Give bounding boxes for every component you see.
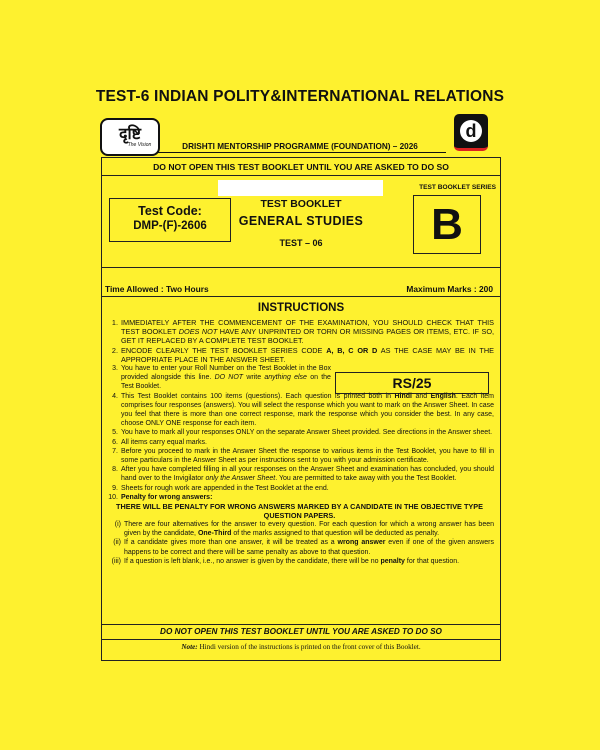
logo-text: दृष्टि <box>119 124 141 143</box>
series-code-box: B <box>413 195 481 254</box>
hindi-note <box>102 643 500 651</box>
instruction-item: 4. This Test Booklet contains 100 items (questions). Each question is printed both in Hindi and English. Each item comprises four responses (answers). You will select the response which you want to mark on the Answer Sheet. In case you feel that there is more than one correct response, mark the response which you consider the best. In any case, choose ONLY ONE response for each item. <box>112 392 494 428</box>
note-text: Hindi version of the instructions is printed on the front cover of this Booklet. <box>199 643 421 651</box>
penalty-item: (ii) If a candidate gives more than one answer, it will be treated as a wrong answer even if one of the given answers happens to be correct and there will be same penalty as above to that question. <box>113 539 494 556</box>
instruction-item: 10. Penalty for wrong answers: <box>108 493 213 501</box>
price-box: RS/25 <box>335 372 489 394</box>
booklet-title-block <box>226 198 376 248</box>
instruction-item: 9. Sheets for rough work are appended in the Test Booklet at the end. <box>112 484 329 492</box>
test-code: DMP-(F)-2606 <box>133 220 207 232</box>
subject: GENERAL STUDIES <box>238 214 364 228</box>
divider <box>102 624 500 625</box>
divider <box>102 639 500 640</box>
note-label: Note: <box>181 643 198 651</box>
instruction-item: 5. You have to mark all your responses ONLY on the separate Answer Sheet provided. See directions in the Answer sheet. <box>112 429 493 437</box>
divider <box>102 296 500 297</box>
instruction-item: 6. All items carry equal marks. <box>112 438 207 446</box>
series-label: TEST BOOKLET SERIES <box>419 184 496 191</box>
divider <box>102 175 500 176</box>
booklet-cover <box>101 157 501 661</box>
header-divider <box>158 152 446 153</box>
programme-name: DRISHTI MENTORSHIP PROGRAMME (FOUNDATION) – 2026 <box>182 142 418 151</box>
warning-bottom: DO NOT OPEN THIS TEST BOOKLET UNTIL YOU ARE ASKED TO DO SO <box>160 627 442 636</box>
instruction-item: 8. After you have completed filling in all your responses on the Answer Sheet and examination has concluded, you should hand over to the Invigilator only the Answer Sheet. You are permitted to take away with you the Test Booklet. <box>112 466 494 483</box>
maximum-marks: Maximum Marks : 200 <box>406 284 493 294</box>
test-number: TEST – 06 <box>279 238 323 248</box>
instructions-heading: INSTRUCTIONS <box>257 302 345 314</box>
page-title: TEST-6 INDIAN POLITY&INTERNATIONAL RELATIONS <box>95 88 505 105</box>
instruction-item: 7. Before you proceed to mark in the Answer Sheet the response to various items in the Test Booklet, you have to fill in some particulars in the Answer Sheet as per instructions sent to you with your admission certificate. <box>112 447 494 465</box>
instruction-item: 1. IMMEDIATELY AFTER THE COMMENCEMENT OF THE EXAMINATION, YOU SHOULD CHECK THAT THIS TEST BOOKLET DOES NOT HAVE ANY UNPRINTED OR TORN OR MISSING PAGES OR ITEMS, ETC. IF SO, GET IT REPLACED BY A COMPLETE TEST BOOKLET. <box>111 318 495 346</box>
instruction-item: 3. You have to enter your Roll Number on the Test Booklet in the Box provided alongside this line. DO NOT write anything else on the Test Booklet. <box>112 365 331 391</box>
logo-subtext: The Vision <box>127 142 152 148</box>
penalty-item: (iii) If a question is left blank, i.e., no answer is given by the candidate, there will be no penalty for that question. <box>111 557 460 565</box>
warning-top: DO NOT OPEN THIS TEST BOOKLET UNTIL YOU ARE ASKED TO DO SO <box>153 162 449 172</box>
divider <box>102 267 500 268</box>
test-code-box <box>109 198 231 242</box>
instruction-item: 2. ENCODE CLEARLY THE TEST BOOKLET SERIES CODE A, B, C OR D AS THE CASE MAY BE IN THE APPROPRIATE PLACE IN THE ANSWER SHEET. <box>111 345 494 364</box>
test-code-label: Test Code: <box>138 204 202 218</box>
roll-number-box <box>218 180 383 196</box>
instructions-list <box>105 318 494 566</box>
app-icon-letter: d <box>460 120 482 142</box>
time-allowed: Time Allowed : Two Hours <box>105 284 209 294</box>
penalty-item: (i) There are four alternatives for the answer to every question. For each question for which a wrong answer has been given by the candidate, One-Third of the marks assigned to that question will be deducted as penalty. <box>114 521 494 538</box>
booklet-label: TEST BOOKLET <box>260 198 342 210</box>
penalty-heading: THERE WILL BE PENALTY FOR WRONG ANSWERS MARKED BY A CANDIDATE IN THE OBJECTIVE TYPE QUESTION PAPERS. <box>115 502 484 521</box>
